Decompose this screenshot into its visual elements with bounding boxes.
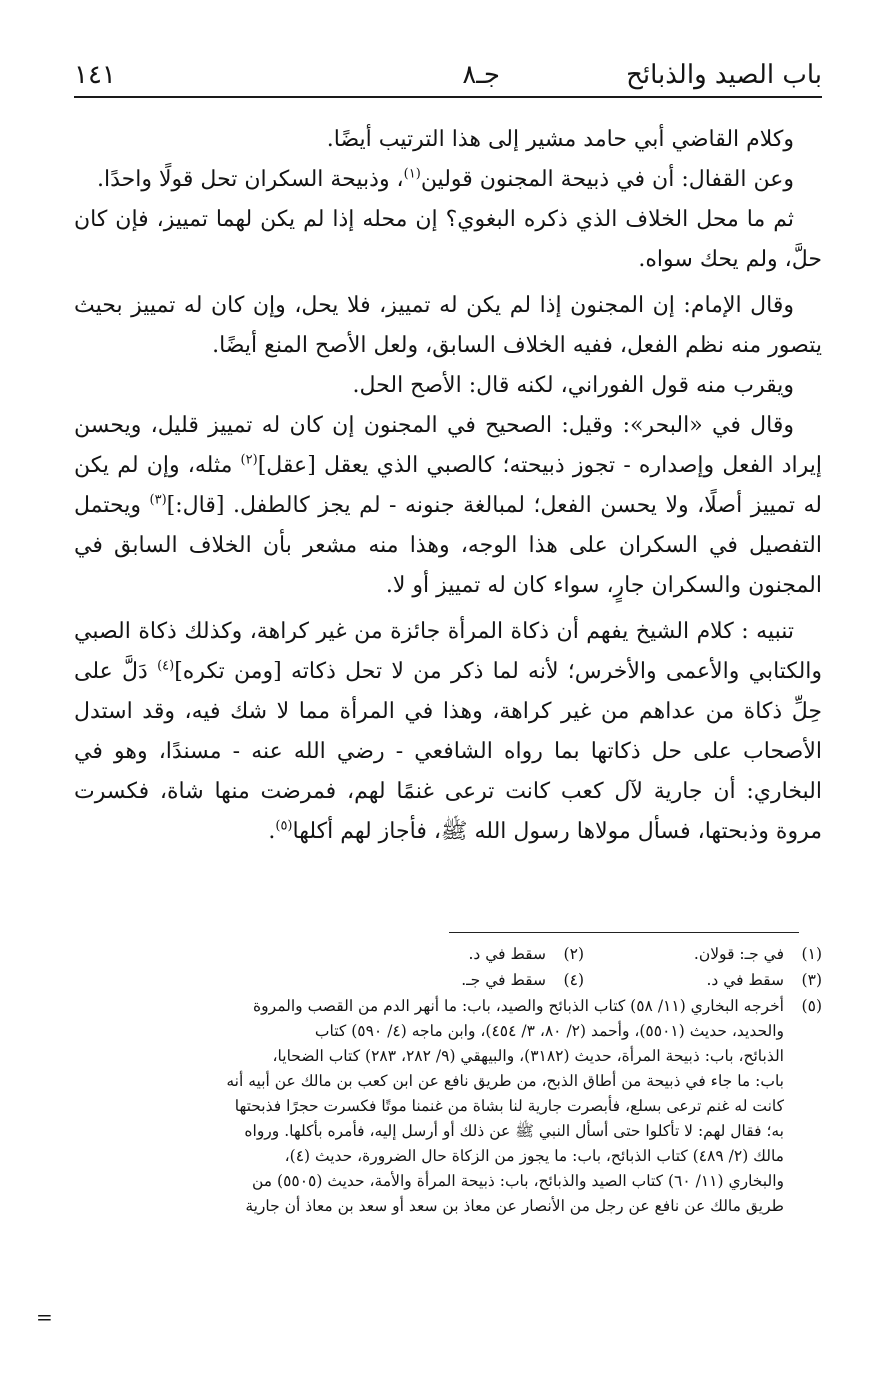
- footnote-text: سقط في جـ.: [461, 971, 546, 989]
- footnote-line: به؛ فقال لهم: لا تأكلوا حتى أسأل النبي ﷺ عن ذلك أو أرسل إليه، فأمره بأكلها. ورواه: [244, 1122, 784, 1140]
- footnotes: [74, 942, 822, 1219]
- footnote-text: سقط في د.: [706, 971, 784, 989]
- footnote-text: في جـ: قولان.: [693, 945, 784, 963]
- footnote-line: والبخاري (١١/ ٦٠) كتاب الصيد والذبائح، باب: ذبيحة المرأة والأمة، حديث (٥٥٠٥) من: [251, 1172, 784, 1190]
- footnote-row: [74, 942, 822, 968]
- paragraph-text: وعن القفال: أن في ذبيحة المجنون قولين: [420, 167, 794, 192]
- paragraph: ثم ما محل الخلاف الذي ذكره البغوي؟ إن محله إذا لم يكن لهما تمييز، فإن كان حلَّ، ولم يحك سواه.: [74, 207, 822, 272]
- paragraph: [74, 612, 822, 852]
- paragraph: ويقرب منه قول الفوراني، لكنه قال: الأصح الحل.: [352, 373, 794, 398]
- footnote-ref[interactable]: (٥): [275, 818, 293, 834]
- header-rule: [74, 96, 822, 98]
- footnote-number: (٥): [801, 997, 822, 1015]
- footnote-row: [74, 994, 822, 1219]
- footnote-line: باب: ما جاء في ذبيحة من أطاق الذبح، من طريق نافع عن ابن كعب بن مالك عن أبيه أنه: [226, 1072, 784, 1090]
- footnote-ref[interactable]: (١): [403, 166, 421, 182]
- footnote-number: (٤): [563, 971, 584, 989]
- paragraph: وقال الإمام: إن المجنون إذا لم يكن له تمييز، فلا يحل، وإن كان له تمييز بحيث يتصور منه نظم الفعل، ففيه الخلاف السابق، ولعل الأصح المنع أيضًا.: [74, 293, 822, 358]
- footnote-line: أخرجه البخاري (١١/ ٥٨) كتاب الذبائح والصيد، باب: ما أنهر الدم من القصب والمروة: [253, 997, 784, 1015]
- footnote-line: الذبائح، باب: ذبيحة المرأة، حديث (٣١٨٢)، والبيهقي (٩/ ٢٨٢، ٢٨٣) كتاب الضحايا،: [272, 1047, 784, 1065]
- paragraph-text: دَلَّ على حِلِّ ذكاة من عداهم من غير كراهة، وهذا في المرأة مما لا شك فيه، وقد استدل الأصحاب على حل ذكاتها بما رواه الشافعي - رضي الله عنه - مسندًا، وهو في البخاري: أن جارية لآل كعب كانت ترعى غنمًا لهم، فمرضت منها شاة، فكسرت مروة وذبحتها، فسأل مولاها رسول الله ﷺ، فأجاز لهم أكلها: [74, 659, 822, 844]
- footnote-separator: [449, 932, 799, 933]
- paragraph-text: مثله، وإن لم يكن له تمييز أصلًا، ولا يحسن الفعل؛ لمبالغة جنونه - لم يجز كالطفل. [قال:]: [74, 453, 822, 518]
- paragraph: وكلام القاضي أبي حامد مشير إلى هذا الترتيب أيضًا.: [326, 127, 794, 152]
- paragraph-text: وقال في «البحر»: وقيل: الصحيح في المجنون إن كان له تمييز قليل، ويحسن إيراد الفعل وإصداره - تجوز ذبيحته؛ كالصبي الذي يعقل [عقل]: [74, 413, 822, 478]
- footnote-text: [74, 994, 784, 1219]
- page-number: ١٤١: [74, 60, 116, 90]
- footnote-line: والحديد، حديث (٥٥٠١)، وأحمد (٢/ ٨٠، ٣/ ٤٥٤)، وابن ماجه (٤/ ٥٩٠) كتاب: [314, 1022, 784, 1040]
- footnote-line: كانت له غنم ترعى بسلع، فأبصرت جارية لنا بشاة من غنمنا موتًا فكسرت حجرًا فذبحتها: [234, 1097, 784, 1115]
- footnote-line: مالك (٢/ ٤٨٩) كتاب الذبائح، باب: ما يجوز من الزكاة حال الضرورة، حديث (٤)،: [284, 1147, 784, 1165]
- paragraph-text: ويحتمل التفصيل في السكران على هذا الوجه، وهذا منه مشعر بأن الخلاف السابق في المجنون والسكران جارٍ، سواء كان له تمييز أو لا.: [74, 493, 822, 598]
- footnote-number: (١): [801, 945, 822, 963]
- footnote-number: (٣): [801, 971, 822, 989]
- footnote-row: [74, 968, 822, 994]
- footnote-ref[interactable]: (٣): [149, 492, 167, 508]
- footnote-ref[interactable]: (٢): [240, 452, 258, 468]
- chapter-title: باب الصيد والذبائح: [626, 60, 822, 90]
- paragraph-text: .: [268, 819, 276, 844]
- paragraph-text: تنبيه : كلام الشيخ يفهم أن ذكاة المرأة جائزة من غير كراهة، وكذلك ذكاة الصبي والكتابي والأعمى والأخرس؛ لأنه لما ذكر من لا تحل ذكاته [ومن تكره]: [74, 619, 823, 684]
- footnote-line: طريق مالك عن نافع عن رجل من الأنصار عن معاذ بن سعد أو سعد بن معاذ أن جارية: [245, 1197, 784, 1215]
- footnote-ref[interactable]: (٤): [157, 658, 175, 674]
- continuation-mark: =: [36, 1305, 53, 1329]
- paragraph-text: ، وذبيحة السكران تحل قولًا واحدًا.: [97, 167, 404, 192]
- footnote-text: سقط في د.: [468, 945, 546, 963]
- volume-label: جـ٨: [462, 60, 500, 90]
- main-text: [74, 120, 822, 852]
- paragraph: [74, 406, 822, 606]
- footnote-number: (٢): [563, 945, 584, 963]
- paragraph: [74, 160, 822, 200]
- page-header: [74, 50, 822, 98]
